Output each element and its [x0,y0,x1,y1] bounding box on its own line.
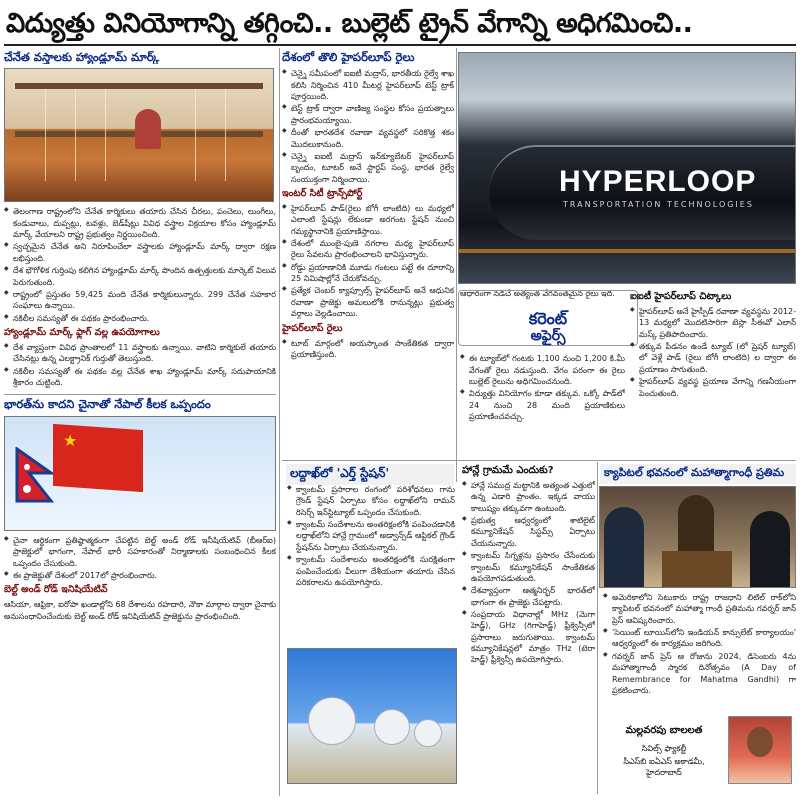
list-item: ◆ ప్రభుత్వ ఆధ్వర్యంలో శాటిలైట్ కమ్యూనికేషన్ సిస్టమ్స్ ఏర్పాటు చేయనున్నారు. [462,515,595,549]
list-item: ◆ తక్కువ పీడనం ఉండే ట్యూబ్ (లో ప్రెషర్ ట్యూబ్) లో వెళ్లే పాడ్ (రైలు బోగీ లాంటిది) ల ద్వారా ఈ ప్రయాణం సాగుతుంది. [630,341,796,375]
list-item: ◆ దేశ వ్యాప్తంగా వివిధ ప్రాంతాలలో 11 వస్త్రాలకు ఉన్నాయి. వాటిని కార్మికులే తయారు చేసినట్లు ఉన్న ఎలక్ట్రానిక్ గుర్తుతో తెలుస్తుంది. [4,342,276,365]
loom-thread [195,89,196,181]
hyperloop-title: దేశంలో తొలి హైపర్‌లూప్ రైలు [282,50,415,64]
list-item: ◆ క్వాంటమ్ ప్రసారాల రంగంలో పరిశోధనలు గాను గ్రౌండ్ స్టేషన్ ఏర్పాటు కోసం లద్దాఖ్‌లోని రామన్ రిసెర్చ్ ఇన్‌స్టిట్యూట్ ఒప్పందం చేసుకుంది. [287,484,455,518]
list-item: ◆ నకిలీల సమస్యతో ఈ పథకం ప్రారంభించారు. [4,313,276,324]
handloom-subtitle: హ్యాండ్లూమ్ మార్క్ ఫ్లాగ్ వల్ల ఉపయోగాలు [4,326,160,338]
column-divider [456,48,457,482]
list-item: ◆ అమెరికాలోని సెటుకారు రాష్ట్ర రాజధాని లిటిల్ రాక్‌లోని క్యాపిటల్ భవనంలో మహాత్మా గాంధీ ప్రతిమను గవర్నర్ జాన్ ప్రెస్ ఆవిష్కరించారు. [603,592,796,626]
hyperloop-cont-bullets [460,353,625,422]
list-item: ◆ ఈ ట్యూబ్‌లో గంటకు 1,100 నుంచి 1,200 కి.మీ వేగంతో రైలు నడుస్తుంది. వేగం పరంగా ఈ రైలు బుల్లెట్ రైలును అధిగమించనుంది. [460,353,625,387]
intercity-subtitle: ఇంటర్ సిటీ ట్రాన్స్‌పోర్ట్ [282,187,363,199]
person-figure [750,511,790,588]
list-item: ◆ క్వాంటమ్ సందేశాలను అంతరిక్షంలోకి సురక్షితంగా పంపించేందుకు వీలుగా దేశీయంగా తయారు చేసిన పరికరాలను ఉపయోగిస్తారు. [287,554,455,588]
hyperloop-facts-subtitle: ఐఐటీ హైపర్‌లూప్ చిట్కాలు [630,291,732,302]
intercity-bullets [282,203,454,320]
hyperloop-tagline: TRANSPORTATION TECHNOLOGIES [563,200,754,209]
loom-thread [225,89,226,181]
list-item: ◆ రోడ్డు ప్రయాణానికి మూడు గంటలు పట్టే ఈ దూరాన్ని 25 నిమిషాల్లోనే చేరుకోవచ్చు. [282,262,454,285]
hyperloop-facts [630,288,796,458]
list-item: ◆ క్వాంటమ్ సందేశాలను అంతరిక్షంలోకి పంపించడానికి లద్దాఖ్‌లోని హాన్లే గ్రామంలో అడ్వాన్స్‌డ్ ఆప్టికల్ గ్రౌండ్ స్టేషన్‌ను ఏర్పాటు చేయనున్నారు. [287,519,455,553]
hyperloop-bullets [282,68,454,185]
current-affairs-line2: అఫైర్స్ [530,328,566,344]
list-item: ◆ టెస్ట్ ట్రాక్ ద్వారా వాణిజ్య సంస్థల కోసం ప్రయత్నాలు ప్రారంభమయ్యాయి. [282,103,454,126]
gandhi-statue-image [599,486,796,588]
hyperloop-facts-bullets [630,306,796,399]
dish-antenna [414,719,442,747]
hyperloop-logo: HYPERLOOP [559,165,757,198]
gandhi-bust [678,495,714,557]
list-item: ◆ విద్యుత్తు వినియోగం కూడా తక్కువ. ఒక్కో పాడ్‌లో 24 నుంచి 28 మంది ప్రయాణికులు ప్రయాణించవచ్చు. [460,388,625,422]
list-item: ◆ దేశంలో ముంబై-పుణె నగరాల మధ్య హైపర్‌లూప్ రైలు సేవలను ప్రారంభించాలని భావిస్తున్నారు. [282,238,454,261]
author-place: సీఎస్‌బి ఐఏఎస్ అకాడమీ, హైదరాబాద్ [623,757,705,777]
list-item: ◆ 'సెయింట్ లూయిస్‌లోని ఇండియన్ కాన్సులేట్ కార్యాలయం' ఆధ్వర్యంలో ఈ కార్యక్రమం జరిగింది. [603,627,796,650]
gandhi-section [603,592,796,708]
hyperloop-rail [459,249,795,253]
list-item: ◆ దేశ భౌగోళిక గుర్తింపు కలిగిన హ్యాండ్లూమ్ మార్క్ పొందిన ఉత్పత్తులకు మార్కెట్ విలువ పెరుగుతుంది. [4,265,276,288]
list-item: ◆ చైనా ఆర్థికంగా ప్రతిష్ఠాత్మకంగా చేపట్టిన బెల్ట్ అండ్ రోడ్ ఇనీషియేటివ్ (బీఆర్ఐ) ప్రాజెక్టులో భాగంగా, నేపాల్ భారీ సహకారంతో నిర్మాణాలకు సంబంధించిన కీలక ఒప్పందం చేసుకుంది. [4,535,276,569]
hyperloop-cont-para: ఆధారంగా నడిచే అత్యంత వేగవంతమైన రైలు ఇది. [460,289,615,298]
list-item: ◆ తెలంగాణ రాష్ట్రంలోని చేనేత కార్మికులు తయారు చేసిన చీరలు, పంచెలు, లుంగీలు, కండువాలు, దుప్పట్లు, టవళ్లు, బెడ్‌షీట్లు వివిధ వస్త్రాల విక్రయాల కోసం హ్యాండ్లూమ్ మార్క్ వేయాలని రాష్ట్ర ప్రభుత్వం నిర్ణయించింది. [4,206,276,240]
hyperloop-rail-bullets [282,338,454,361]
ladakh-title: లద్దాఖ్‌లో 'ఎర్త్ స్టేషన్' [286,464,454,485]
gandhi-title: క్యాపిటల్ భవనంలో మహాత్మాగాంధీ ప్రతిమ [600,464,796,484]
nepal-title: భారత్‌ను కాదని చైనాతో నేపాల్ కీలక ఒప్పందం [4,397,211,412]
loom-thread [45,89,46,181]
author-byline [606,710,796,786]
handloom-sub-bullets [4,342,276,388]
list-item: ◆ హాన్లే సముద్ర మట్టానికి అత్యంత ఎత్తులో ఉన్న ఎడారి ప్రాంతం. ఇక్కడ వాయు కాలుష్యం తక్కువగా ఉంటుంది. [462,480,595,514]
bri-subtitle: బెల్ట్ అండ్ రోడ్ ఇనిషియేటివ్ [4,584,108,596]
hanle-bullets [462,480,595,666]
list-item: ◆ దీంతో భారతదేశ రవాణా వ్యవస్థలో సరికొత్త శకం మొదలుకానుంది. [282,127,454,150]
person-figure [604,507,644,588]
flags-image [4,416,276,531]
list-item: ◆ దేశవ్యాప్తంగా ఆత్మనిర్భర్ భారత్‌లో భాగంగా ఈ ప్రాజెక్టు చేపట్టారు. [462,585,595,608]
list-item: ◆ టూబ్ మార్గంలో అయస్కాంత సాంకేతికత ద్వారా ప్రయాణిస్తుంది. [282,338,454,361]
list-item: ◆ హైపర్‌లూప్ పాడ్‌(రైలు బోగీ లాంటిది) లు మధ్యలో ఎలాంటి స్టేషన్లు లేకుండా అరగంట స్టేషన్ నుంచి గమ్యస్థానానికి ప్రయాణిస్తాయి. [282,203,454,237]
gandhi-bullets [603,592,796,696]
ladakh-section [287,484,455,644]
weaver-figure [135,109,161,149]
page-headline: విద్యుత్తు వినియోగాన్ని తగ్గించి.. బుల్లెట్ ట్రైన్ వేగాన్ని అధిగమించి.. [6,8,693,39]
author-photo [728,716,792,784]
ladakh-bullets [287,484,455,588]
column-hyperloop [282,48,454,464]
list-item: ◆ క్వాంటమ్ సిగ్నళ్లను ప్రసారం చేసేందుకు క్వాంటమ్ కమ్యూనికేషన్ సాంకేతికత ఉపయోగపడుతుంది. [462,550,595,584]
loom-thread [105,89,106,181]
list-item: ◆ ఈ ప్రాజెక్టుతో దేశంలో 2017లో ప్రారంభించారు. [4,570,276,581]
bri-paragraph: ఆసియా, ఆఫ్రికా, ఐరోపా ఖండాల్లోని 68 దేశాలను రహదారి, నౌకా మార్గాల ద్వారా చైనాకు అనుసంధానించేందుకు బెల్ట్ అండ్ రోడ్ ఇనిషియేటివ్ ప్రాజెక్టును ప్రారంభించింది. [4,600,276,621]
dish-antenna [308,697,356,745]
nepal-bullets [4,535,276,581]
column-left [4,48,276,798]
list-item: ◆ గవర్నర్ జాన్ ప్రెస్ ఆ రోజును 2024, డిసెంబరు 4ను మహాత్మాగాంధీ స్మారక దినోత్సవం (A Day of Remembrance for Mahatma Gandhi) గా ప్రకటించారు. [603,651,796,696]
current-affairs-badge [458,290,638,346]
list-item: ◆ స్వచ్ఛమైన చేనేత అని నిరూపించేలా వస్త్రాలకు హ్యాండ్లూమ్ మార్క్ ద్వారా రక్షణ లభిస్తుంది. [4,241,276,264]
author-name: మల్లవరపు బాలలత [625,725,703,736]
list-item: ◆ సంప్రదాయ విధానాల్లో MHz (మెగా హెడ్జ్), GHz (గిగాహెడ్జ్) ఫ్రీక్వెన్సీలో ప్రసారాలు జరుగుతాయి. క్వాంటమ్ కమ్యూనికేషన్లలో మాత్రం THz (టెరా హెడ్జ్) ఫ్రీక్వెన్సీ ఉపయోగిస్తారు. [462,609,595,666]
handloom-title: చేనేత వస్త్రాలకు హ్యాండ్లూమ్ మార్క్ [4,50,160,64]
antenna-image [287,648,457,784]
headline-rule [4,44,796,46]
handloom-image [4,68,274,202]
list-item: ◆ చెన్నై ఐఐటీ మద్రాస్ ఇన్‌క్యూబేటర్ హైపర్‌లూప్ బృందం, టూటర్ అనే స్టార్టప్ సంస్థ, భారత రైల్వే సంయుక్తంగా నిర్మించాయి. [282,151,454,185]
hyperloop-rail-subtitle: హైపర్‌లూప్ రైలు [282,322,343,334]
hanle-title: హాన్లే గ్రామమే ఎందుకు? [462,465,554,476]
dish-antenna [374,709,410,745]
list-item: ◆ చెన్నై సమీపంలో ఐఐటీ మద్రాస్, భారతీయ రైల్వే శాఖ కలిసి నిర్మించిన 410 మీటర్ల హైపర్‌లూప్ టెస్ట్ ట్రాక్ పూర్తయింది. [282,68,454,102]
list-item: ◆ రాష్ట్రంలో ప్రస్తుతం 59,425 మంది చేనేత కార్మికులున్నారు. 299 చేనేత సహకార సంఘాలు ఉన్నాయి. [4,289,276,312]
statue-base [662,551,732,587]
current-affairs-line1: కరెంట్ [528,309,568,328]
loom-thread [75,89,76,181]
nepal-flag-icon [15,447,55,503]
list-item: ◆ హైపర్‌లూప్ అనే హైస్పీడ్ రవాణా వ్యవస్థను 2012-13 మధ్యలో మొదటిసారిగా టెస్లా సీఈవో ఎలాన్ మస్క్ ప్రతిపాదించారు. [630,306,796,340]
hanle-section [462,464,595,786]
list-item: ◆ ప్రత్యేక చెంబర్ క్యాప్సూల్స్ హైపర్‌లూప్‌ అనే ఆధునిక రవాణా ప్రాజెక్టు అమలులోకి రానున్నట్లు ప్రభుత్వ వర్గాలు వెల్లడించాయి. [282,285,454,319]
china-flag-icon: ★ [53,424,143,492]
author-role: సివిల్స్ ఫ్యాకల్టీ [641,744,687,753]
handloom-bullets [4,206,276,324]
hyperloop-image [458,52,796,284]
list-item: ◆ నకిలీల సమస్యతో ఈ పథకం వల్ల చేనేత శాఖ హ్యాండ్లూమ్ మార్క్ సదుపాయానికి శ్రీకారం చుట్టింది. [4,366,276,389]
column-divider [279,48,280,796]
list-item: ◆ హైపర్‌లూప్ వ్యవస్థ ప్రయాణ వేగాన్ని గణనీయంగా పెంచుతుంది. [630,376,796,399]
